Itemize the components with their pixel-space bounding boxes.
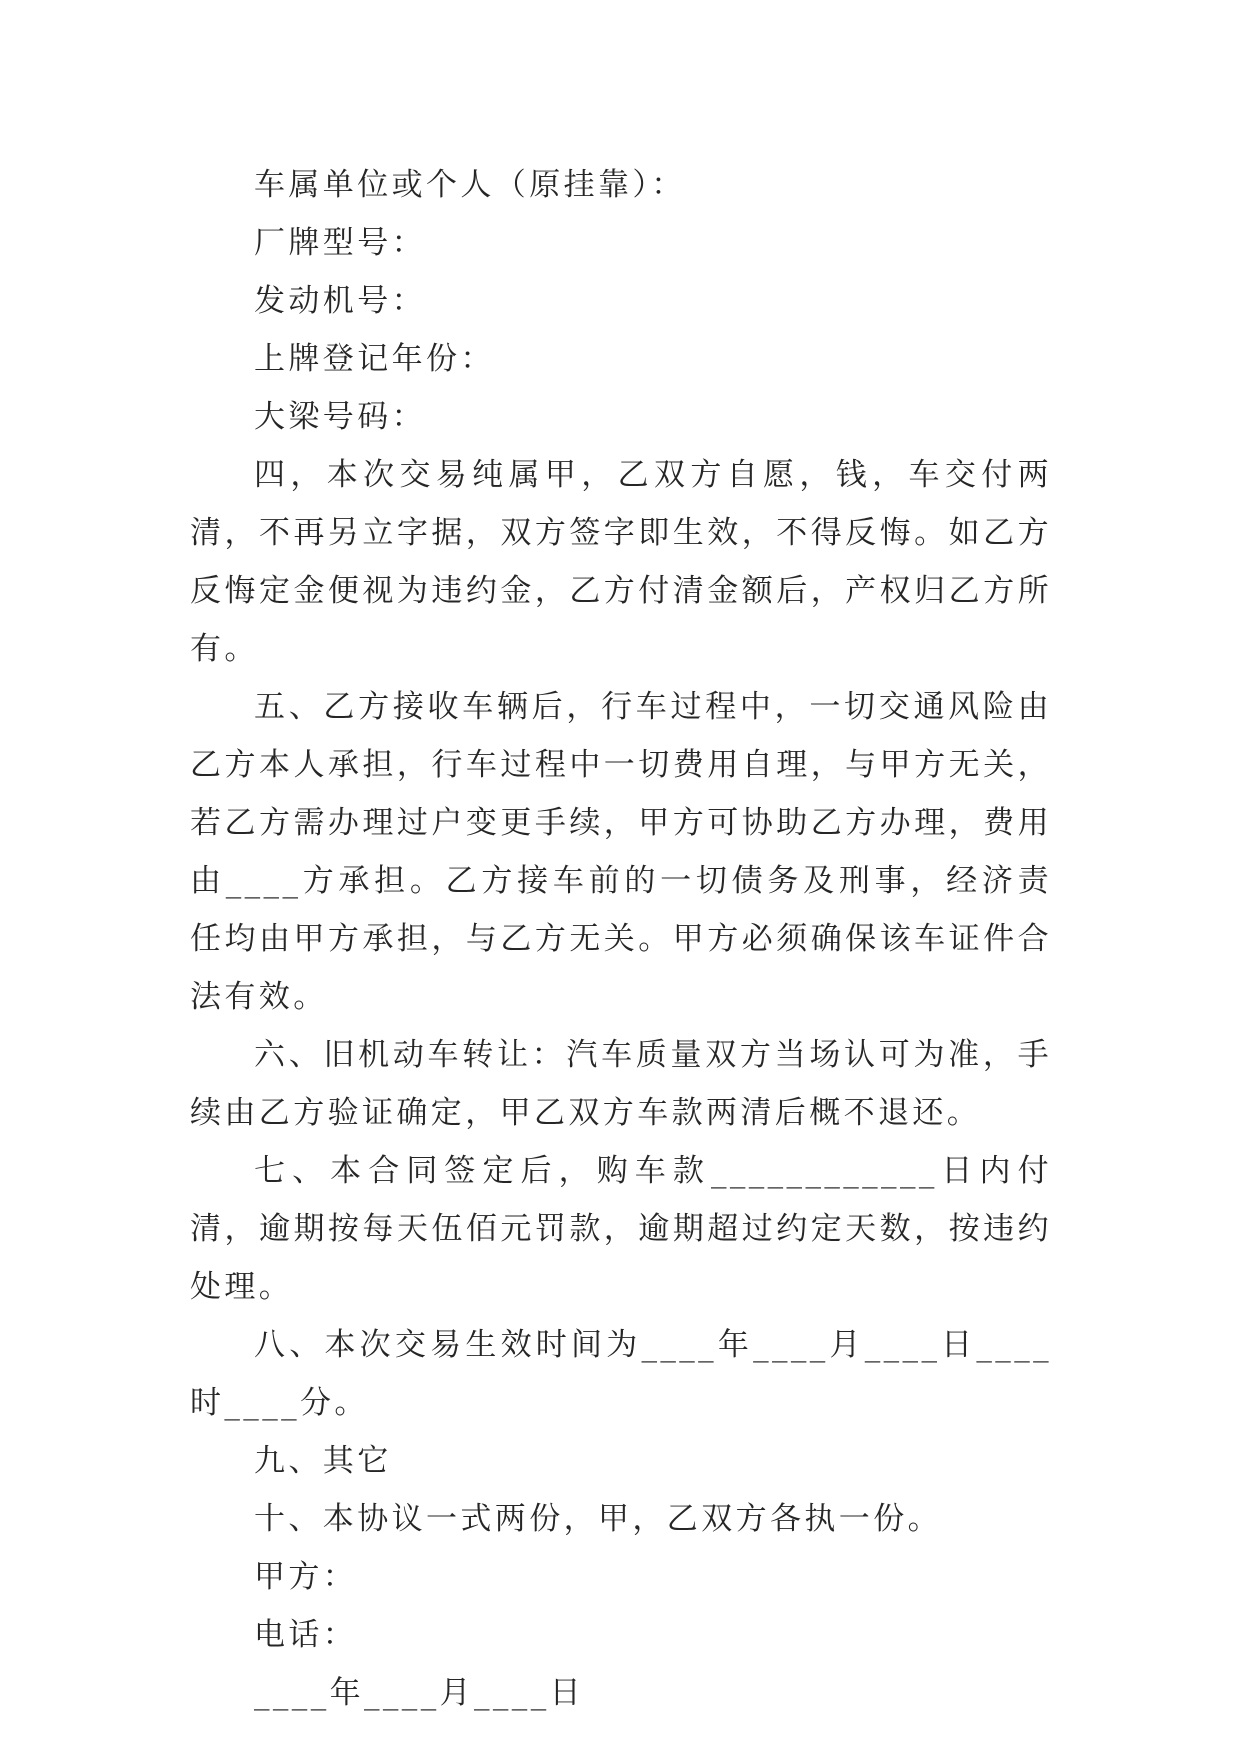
- clause-eight: 八、本次交易生效时间为____年____月____日____时____分。: [190, 1327, 1052, 1421]
- brand-model-line: 厂牌型号：: [254, 225, 426, 261]
- clause-nine: 九、其它: [254, 1443, 392, 1479]
- clause-ten: 十、本协议一式两份，甲，乙双方各执一份。: [254, 1501, 942, 1537]
- registration-year-line: 上牌登记年份：: [254, 341, 495, 377]
- document-body: [190, 156, 1052, 1722]
- vehicle-owner-line: 车属单位或个人（原挂靠）：: [254, 167, 686, 203]
- engine-number-line: 发动机号：: [254, 283, 426, 319]
- clause-six: 六、旧机动车转让：汽车质量双方当场认可为准，手续由乙方验证确定，甲乙双方车款两清后概不退还。: [190, 1037, 1052, 1131]
- date-line: ____年____月____日: [254, 1675, 584, 1711]
- phone-line: 电话：: [254, 1617, 358, 1653]
- clause-seven: 七、本合同签定后，购车款____________日内付清，逾期按每天伍佰元罚款，逾期超过约定天数，按违约处理。: [190, 1153, 1052, 1305]
- party-a-line: 甲方：: [254, 1559, 358, 1595]
- clause-five: 五、乙方接收车辆后，行车过程中，一切交通风险由乙方本人承担，行车过程中一切费用自理，与甲方无关，若乙方需办理过户变更手续，甲方可协助乙方办理，费用由____方承担。乙方接车前的一切债务及刑事，经济责任均由甲方承担，与乙方无关。甲方必须确保该车证件合法有效。: [190, 689, 1052, 1015]
- clause-four: 四，本次交易纯属甲，乙双方自愿，钱，车交付两清，不再另立字据，双方签字即生效，不得反悔。如乙方反悔定金便视为违约金，乙方付清金额后，产权归乙方所有。: [190, 457, 1052, 667]
- frame-number-line: 大梁号码：: [254, 399, 426, 435]
